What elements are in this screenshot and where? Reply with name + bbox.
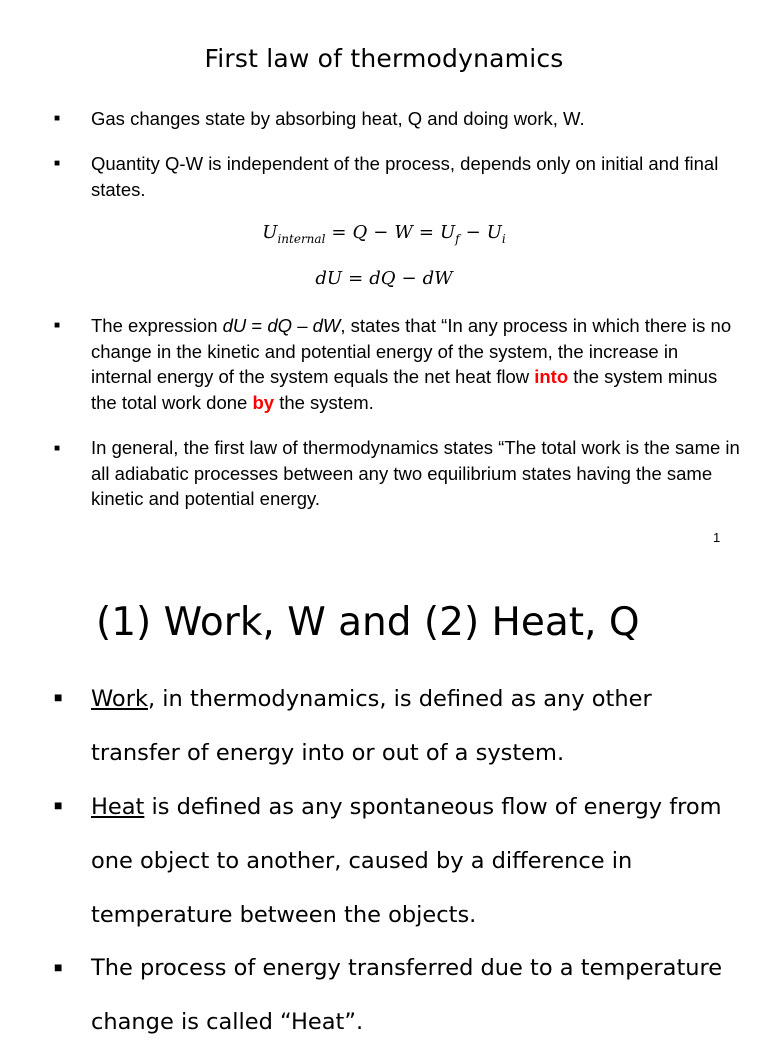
bullet-marker: ■ [54,959,63,975]
bullet-text: Work, in thermodynamics, is defined as any other transfer of energy into or out of a system. [91,686,652,766]
bullet-text: Heat is defined as any spontaneous flow of energy from one object to another, caused by a difference in temperature between the objects. [91,794,722,928]
bullet-marker: ■ [54,797,63,813]
term-work: Work [91,686,148,712]
bullet-text: Gas changes state by absorbing heat, Q and doing work, W. [91,108,585,129]
bullet-marker: ■ [54,443,61,454]
bullet-marker: ■ [54,320,61,331]
bullet-text: The process of energy transferred due to a temperature change is called “Heat”. [91,955,723,1035]
bullet-text: Quantity Q-W is independent of the process, depends only on initial and final states. [91,153,719,200]
bullet-text: The expression dU = dQ – dW, states that “In any process in which there is no change in the kinetic and potential energy of the system, the increase in internal energy of the system equals the net heat flow into the system minus the total work done by the system. [91,315,732,413]
bullet-marker: ■ [54,689,63,705]
bullet-marker: ■ [54,113,61,124]
equation-differential: dU = dQ − dW [315,268,453,289]
slide-title: First law of thermodynamics [204,44,564,73]
page-number: 1 [713,530,721,545]
slide-2 [0,560,768,1035]
emphasis-into: into [534,366,569,387]
term-heat: Heat [91,794,145,820]
bullet-marker: ■ [54,158,61,169]
bullet-text: In general, the first law of thermodynamics states “The total work is the same in all adiabatic processes between any two equilibrium states having the same kinetic and potential energy. [91,437,740,509]
slide-title: (1) Work, W and (2) Heat, Q [96,600,640,645]
equation-internal-energy: $U_{internal} = Q - W = U_f - U_i$ [262,222,506,246]
emphasis-by: by [252,391,275,413]
